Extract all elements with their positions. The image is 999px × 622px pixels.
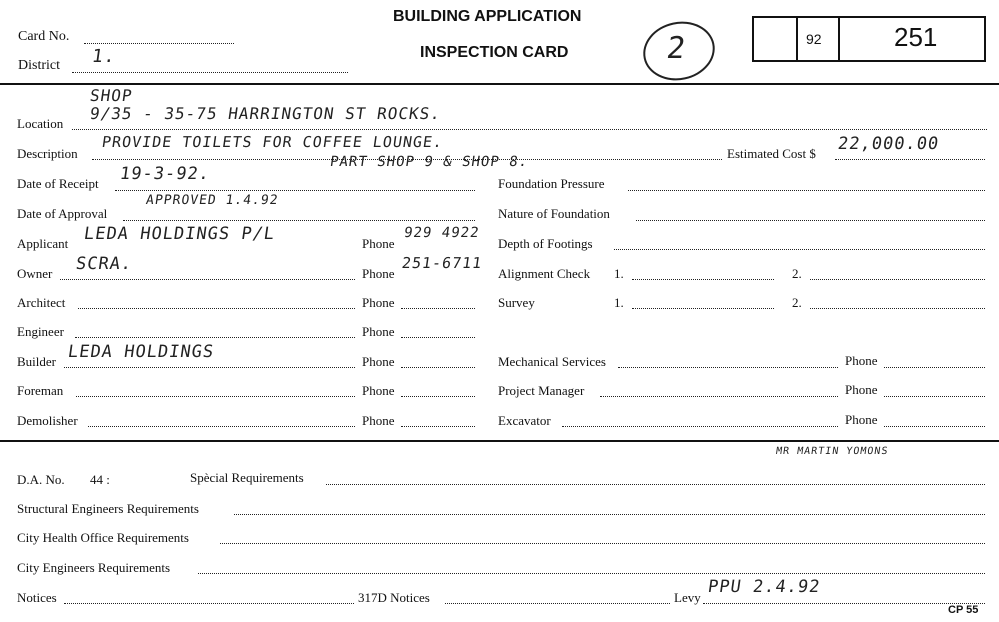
card-no-line xyxy=(84,42,234,44)
mechanical-phone-label: Phone xyxy=(845,353,878,368)
date-receipt-value: 19-3-92. xyxy=(118,164,212,184)
applicant-label: Applicant xyxy=(17,236,69,251)
date-receipt-label: Date of Receipt xyxy=(17,176,99,191)
form-title-line2: INSPECTION CARD xyxy=(420,44,569,61)
levy-label: Levy xyxy=(674,590,701,605)
special-label: Spècial Requirements xyxy=(190,470,304,485)
architect-label: Architect xyxy=(17,295,66,310)
description-line xyxy=(92,158,722,160)
section-divider xyxy=(0,440,999,442)
depth-footings-line xyxy=(614,248,985,250)
estimated-cost-line xyxy=(835,158,985,160)
mechanical-label: Mechanical Services xyxy=(498,354,606,369)
demolisher-phone-label: Phone xyxy=(362,413,395,428)
owner-line xyxy=(60,278,355,280)
structural-line xyxy=(234,513,985,515)
form-code: CP 55 xyxy=(948,604,979,616)
architect-line xyxy=(78,307,355,309)
date-approval-line xyxy=(123,219,475,221)
district-line xyxy=(72,71,348,73)
survey-one-line xyxy=(632,307,774,309)
mechanical-line xyxy=(618,366,838,368)
city-eng-line xyxy=(198,572,985,574)
foundation-pressure-line xyxy=(628,189,985,191)
da-value: 44 : xyxy=(90,472,110,487)
levy-value: PPU 2.4.92 xyxy=(706,577,822,597)
estimated-cost-value: 22,000.00 xyxy=(836,134,941,154)
owner-phone-label: Phone xyxy=(362,266,395,281)
structural-label: Structural Engineers Requirements xyxy=(17,501,199,516)
foreman-phone-label: Phone xyxy=(362,383,395,398)
da-label: D.A. No. xyxy=(17,472,65,487)
excavator-phone-line xyxy=(884,425,985,427)
form-title-line1: BUILDING APPLICATION xyxy=(393,8,582,25)
project-manager-phone-line xyxy=(884,395,985,397)
project-manager-phone-label: Phone xyxy=(845,382,878,397)
alignment-two-line xyxy=(810,278,985,280)
mechanical-phone-line xyxy=(884,366,985,368)
nature-foundation-label: Nature of Foundation xyxy=(498,206,610,221)
card-no-label: Card No. xyxy=(18,29,70,44)
builder-phone-line xyxy=(401,366,475,368)
location-value-line1: SHOP xyxy=(88,86,134,105)
depth-footings-label: Depth of Footings xyxy=(498,236,593,251)
foreman-phone-line xyxy=(401,395,475,397)
circled-number: 2 xyxy=(664,31,689,66)
demolisher-label: Demolisher xyxy=(17,413,78,428)
notices-317d-label: 317D Notices xyxy=(358,590,430,605)
foreman-line xyxy=(76,395,355,397)
district-label: District xyxy=(18,58,60,73)
builder-phone-label: Phone xyxy=(362,354,395,369)
notices-label: Notices xyxy=(17,590,57,605)
description-value-line2: PART SHOP 9 & SHOP 8. xyxy=(328,154,530,170)
estimated-cost-label: Estimated Cost $ xyxy=(727,146,816,161)
location-value-line2: 9/35 - 35-75 HARRINGTON ST ROCKS. xyxy=(88,104,443,123)
engineer-phone-line xyxy=(401,336,475,338)
file-number: 251 xyxy=(894,22,938,52)
applicant-phone-label: Phone xyxy=(362,236,395,251)
file-number-box xyxy=(752,16,986,62)
builder-line xyxy=(64,366,355,368)
engineer-phone-label: Phone xyxy=(362,324,395,339)
date-approval-label: Date of Approval xyxy=(17,206,108,221)
district-value: 1. xyxy=(90,46,118,67)
file-year: 92 xyxy=(806,31,822,47)
location-line xyxy=(72,128,987,130)
description-label: Description xyxy=(17,146,78,161)
survey-two-label: 2. xyxy=(792,295,802,310)
date-approval-value: APPROVED 1.4.92 xyxy=(144,193,280,208)
survey-one-label: 1. xyxy=(614,295,624,310)
foundation-pressure-label: Foundation Pressure xyxy=(498,176,605,191)
handwritten-note: MR MARTIN YOMONS xyxy=(775,446,890,457)
project-manager-line xyxy=(600,395,838,397)
owner-value: SCRA. xyxy=(74,254,134,274)
builder-value: LEDA HOLDINGS xyxy=(66,342,216,362)
location-label: Location xyxy=(17,116,64,131)
demolisher-phone-line xyxy=(401,425,475,427)
architect-phone-line xyxy=(401,307,475,309)
description-value-line1: PROVIDE TOILETS FOR COFFEE LOUNGE. xyxy=(100,133,445,151)
health-label: City Health Office Requirements xyxy=(17,530,189,545)
project-manager-label: Project Manager xyxy=(498,383,585,398)
survey-label: Survey xyxy=(498,295,535,310)
engineer-line xyxy=(75,336,355,338)
excavator-line xyxy=(562,425,838,427)
levy-line xyxy=(703,602,985,604)
box-divider-2 xyxy=(838,18,840,60)
demolisher-line xyxy=(88,425,355,427)
notices-line xyxy=(64,602,354,604)
builder-label: Builder xyxy=(17,354,56,369)
notices-317d-line xyxy=(445,602,670,604)
excavator-phone-label: Phone xyxy=(845,412,878,427)
architect-phone-label: Phone xyxy=(362,295,395,310)
owner-phone-value: 251-6711 xyxy=(400,254,484,272)
owner-label: Owner xyxy=(17,266,53,281)
alignment-two-label: 2. xyxy=(792,266,802,281)
applicant-value: LEDA HOLDINGS P/L xyxy=(82,224,277,244)
date-receipt-line xyxy=(115,189,475,191)
box-divider-1 xyxy=(796,18,798,60)
alignment-check-label: Alignment Check xyxy=(498,266,591,281)
survey-two-line xyxy=(810,307,985,309)
nature-foundation-line xyxy=(636,219,985,221)
applicant-phone-value: 929 4922 xyxy=(402,225,481,241)
foreman-label: Foreman xyxy=(17,383,64,398)
city-eng-label: City Engineers Requirements xyxy=(17,560,171,575)
special-line xyxy=(326,483,985,485)
header-divider xyxy=(0,83,999,85)
excavator-label: Excavator xyxy=(498,413,551,428)
alignment-one-label: 1. xyxy=(614,266,624,281)
health-line xyxy=(220,542,985,544)
engineer-label: Engineer xyxy=(17,324,64,339)
alignment-one-line xyxy=(632,278,774,280)
